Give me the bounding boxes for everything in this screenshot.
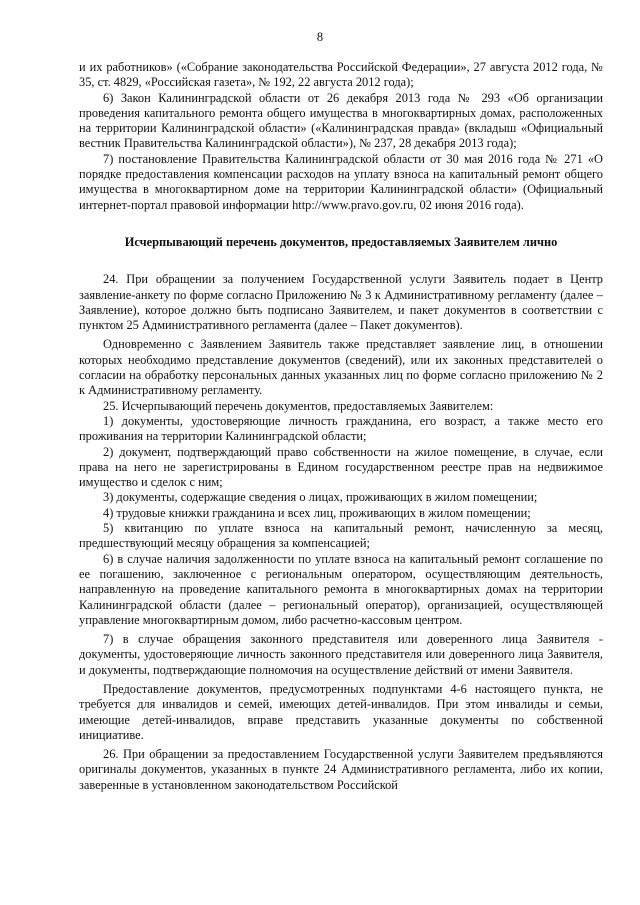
list-item: 5) квитанцию по уплате взноса на капитальный ремонт, начисленную за месяц, предшествующий месяцу обращения за компенсацией; [79, 521, 603, 551]
list-item: 7) в случае обращения законного представителя или доверенного лица Заявителя - документы, удостоверяющие личность законного представителя или доверенного лица Заявителя, и документы, подтверждающие полномочия на осуществление действий от имени Заявителя. [79, 632, 603, 677]
document-body [79, 60, 603, 793]
paragraph: 26. При обращении за предоставлением Государственной услуги Заявителем предъявляются оригиналы документов, указанных в пункте 24 Административного регламента, либо их копии, заверенные в установленном законодательством Российской [79, 747, 603, 792]
paragraph: 7) постановление Правительства Калининградской области от 30 мая 2016 года № 271 «О порядке предоставления компенсации расходов на уплату взноса на капитальный ремонт общего имущества в многоквартирном доме на территории Калининградской области» (Официальный интернет-портал правовой информации http://www.pravo.gov.ru, 02 июня 2016 года). [79, 151, 603, 212]
paragraph: и их работников» («Собрание законодательства Российской Федерации», 27 августа 2012 года, № 35, ст. 4829, «Российская газета», № 192, 22 августа 2012 года); [79, 60, 603, 90]
page-number: 8 [316, 30, 324, 44]
paragraph: Одновременно с Заявлением Заявитель также представляет заявление лиц, в отношении которых необходимо представление документов (сведений), или их законных представителей о согласии на обработку персональных данных указанных лиц по форме согласно приложению № 2 к Административному регламенту. [79, 337, 603, 398]
list-item: 3) документы, содержащие сведения о лицах, проживающих в жилом помещении; [103, 490, 538, 505]
list-item: 2) документ, подтверждающий право собственности на жилое помещение, в случае, если права на него не зарегистрированы в Едином государственном реестре прав на недвижимое имущество и сделок с ним; [79, 444, 603, 490]
paragraph: Предоставление документов, предусмотренных подпунктами 4-6 настоящего пункта, не требуется для инвалидов и семей, имеющих детей-инвалидов. При этом инвалиды и семьи, имеющие детей-инвалидов, вправе представить указанные документы по собственной инициативе. [79, 681, 603, 742]
paragraph: 25. Исчерпывающий перечень документов, предоставляемых Заявителем: [103, 398, 494, 413]
list-item: 1) документы, удостоверяющие личность гражданина, его возраст, а также место его проживания на территории Калининградской области; [79, 413, 603, 444]
paragraph: 6) Закон Калининградской области от 26 декабря 2013 года № 293 «Об организации проведения капитального ремонта общего имущества в многоквартирных домах, расположенных на территории Калининградской области» («Калининградская правда» (вкладыш «Официальный вестник Правительства Калининградской области»), № 237, 28 декабря 2013 года); [79, 90, 603, 151]
section-heading: Исчерпывающий перечень документов, предоставляемых Заявителем лично [124, 234, 558, 249]
list-item: 6) в случае наличия задолженности по уплате взноса на капитальный ремонт соглашение по ее погашению, заключенное с региональным оператором, осуществляющим деятельность, направленную на проведение капитального ремонта в многоквартирных домах на территории Калининградской области (далее – региональный оператор), организацией, осуществляющей управление многоквартирным домом, либо расчетно-кассовым центром. [79, 551, 603, 627]
list-item: 4) трудовые книжки гражданина и всех лиц, проживающих в жилом помещении; [103, 505, 531, 520]
paragraph: 24. При обращении за получением Государственной услуги Заявитель подает в Центр заявление-анкету по форме согласно Приложению № 3 к Административному регламенту (далее – Заявление), которое должно быть подписано Заявителем, и пакет документов в соответствии с пунктом 25 Административного регламента (далее – Пакет документов). [79, 272, 603, 333]
